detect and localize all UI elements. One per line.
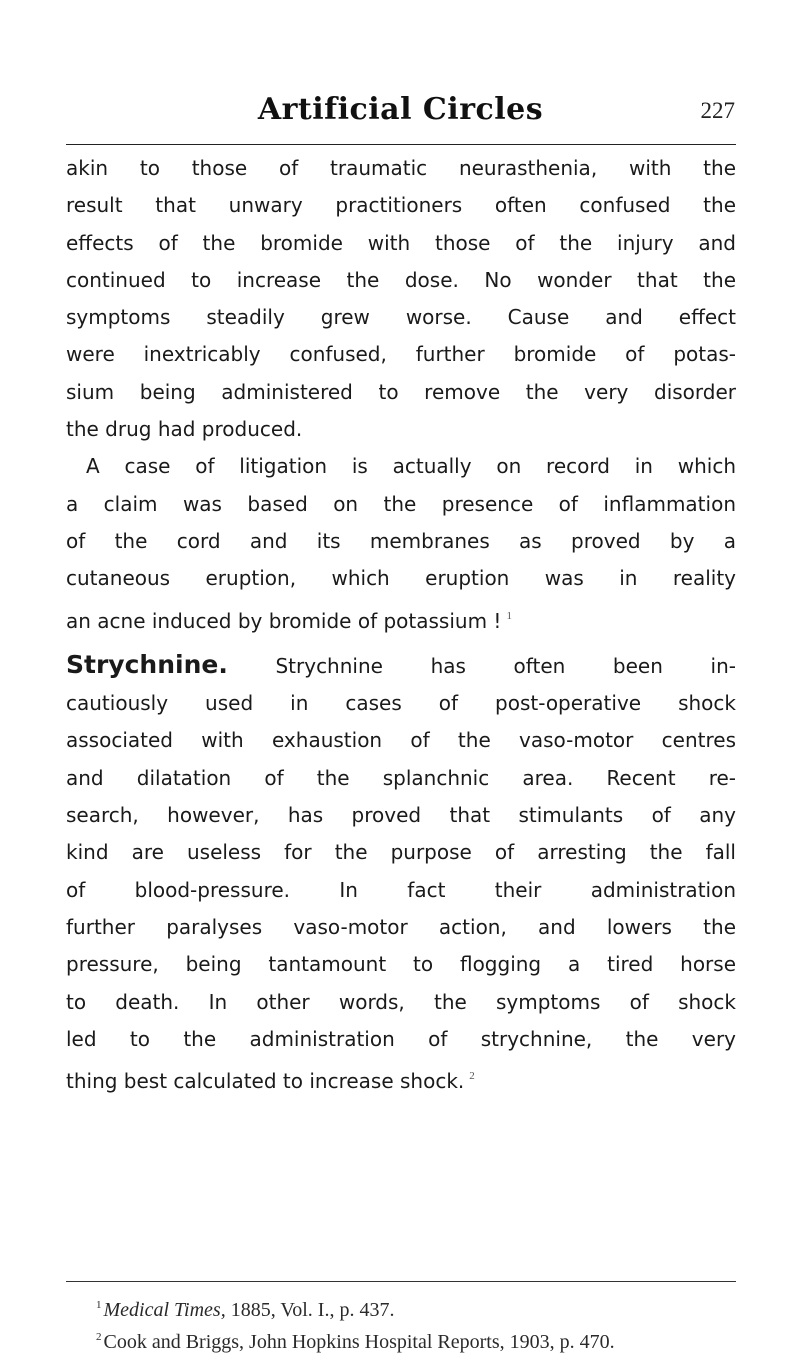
text-line: continued to increase the dose. No wonder that the [66, 267, 736, 292]
text-line: pressure, being tantamount to flogging a tired horse [66, 952, 736, 977]
footnote-2 [96, 1324, 756, 1356]
text-line: a claim was based on the presence of inflammation [66, 491, 736, 516]
text-line-content: an acne induced by bromide of potassium ! [66, 608, 502, 633]
page-number: 227 [700, 98, 735, 123]
text-line [66, 598, 736, 640]
text-line: to death. In other words, the symptoms of shock [66, 989, 736, 1014]
header-rule [66, 144, 736, 145]
text-line: and dilatation of the splanchnic area. Recent re- [66, 765, 736, 790]
footnote-1 [96, 1292, 756, 1324]
footnote-mark: 1 [96, 1299, 102, 1311]
footnote-mark: 2 [96, 1331, 102, 1343]
text-line: of the cord and its membranes as proved by a [66, 528, 736, 553]
text-line: were inextricably confused, further bromide of potas- [66, 342, 736, 367]
text-line: symptoms steadily grew worse. Cause and effect [66, 305, 736, 330]
text-line: akin to those of traumatic neurasthenia, with the [66, 156, 736, 180]
text-line: search, however, has proved that stimulants of any [66, 803, 736, 828]
footnote-ref: 1 [506, 609, 512, 622]
section-heading: Strychnine. [66, 649, 228, 679]
running-header [0, 86, 801, 136]
text-line: associated with exhaustion of the vaso-motor centres [66, 728, 736, 753]
text-line-content: thing best calculated to increase shock. [66, 1069, 465, 1094]
text-line-content: Strychnine has often been in- [275, 653, 736, 678]
footnote-source: Medical Times, [103, 1299, 226, 1321]
text-line: further paralyses vaso-motor action, and lowers the [66, 914, 736, 939]
footnotes [96, 1292, 756, 1356]
footnote-text: 1885, Vol. I., p. 437. [225, 1299, 395, 1321]
running-title: Artificial Circles [257, 92, 544, 127]
text-line: sium being administered to remove the very disorder [66, 379, 736, 404]
text-line: the drug had produced. [66, 417, 303, 442]
text-line: cutaneous eruption, which eruption was in reality [66, 566, 736, 591]
text-line: effects of the bromide with those of the injury and [66, 230, 736, 255]
text-line: A case of litigation is actually on record in which [86, 454, 736, 479]
footnote-rule [66, 1281, 736, 1282]
footnote-ref: 2 [469, 1070, 475, 1083]
text-line: led to the administration of strychnine, the very [66, 1026, 736, 1051]
footnote-text: Cook and Briggs, John Hopkins Hospital Reports, 1903, p. 470. [103, 1331, 615, 1353]
text-line [66, 1058, 736, 1100]
text-line: cautiously used in cases of post-operative shock [66, 691, 736, 716]
body-text [66, 150, 736, 1100]
text-line: result that unwary practitioners often confused the [66, 193, 736, 218]
text-line: kind are useless for the purpose of arresting the fall [66, 840, 736, 865]
text-line [66, 646, 736, 685]
text-line: of blood-pressure. In fact their administration [66, 877, 736, 902]
